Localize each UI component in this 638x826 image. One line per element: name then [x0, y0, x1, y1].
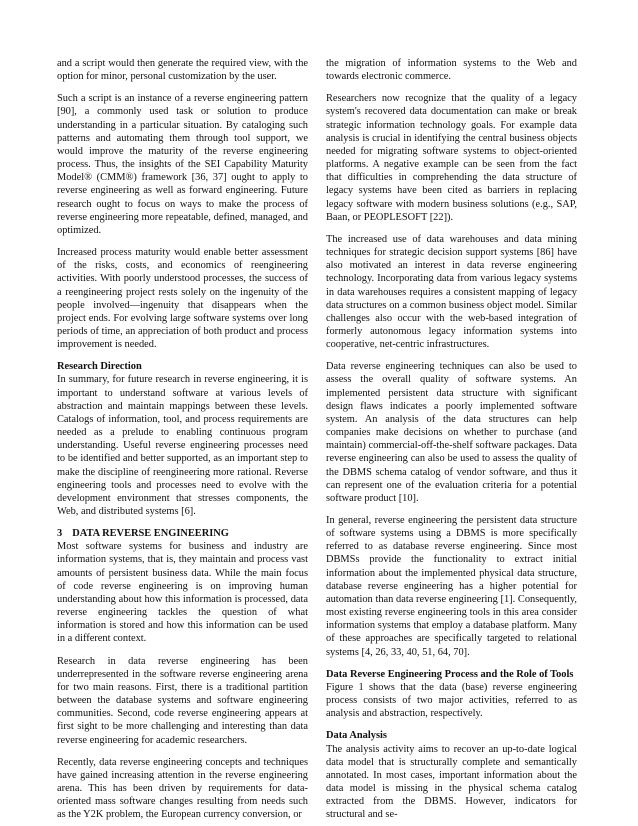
subheading-research-direction: Research Direction [57, 361, 142, 373]
subheading-data-analysis: Data Analysis [326, 730, 387, 742]
subheading-process-tools: Data Reverse Engineering Process and the Role of Tools [326, 668, 574, 680]
section-heading [57, 527, 308, 540]
paragraph: Data reverse engineering techniques can also be used to assess the overall quality of software systems. An implemented persistent data structure with significant design flaws indicates a poorly implemented software system. An analysis of the data structures can help companies make decisions on whether to purchase (and maintain) commercial-off-the-shelf software packages. Data reverse engineering can also be used to assess the quality of the DBMS schema catalog of vendor software, and thus it can represent one of the evaluation criteria for a potential software product [10]. [326, 361, 577, 504]
paragraph: Such a script is an instance of a reverse engineering pattern [90], a commonly used task or solution to produce understanding in a particular situation. By cataloging such patterns and automating them through tool support, we would improve the maturity of the reverse engineering process. Thus, the insights of the SEI Capability Maturity Model® (CMM®) framework [36, 37] ought to apply to reverse engineering as well as forward engineering. Future research ought to focus on ways to make the process of reverse engineering more repeatable, defined, managed, and optimized. [57, 93, 308, 236]
paragraph: Researchers now recognize that the quality of a legacy system's recovered data documentation can make or break strategic information technology goals. For example data analysis is crucial in identifying the central business objects needed for migrating software systems to object-oriented platforms. A negative example can be seen from the fact that difficulties in comprehending the data structure of legacy systems have been cited as barriers in replacing legacy software with modern business solutions (e.g., SAP, Baan, or PEOPLESOFT [22]). [326, 93, 577, 223]
section-title: DATA REVERSE ENGINEERING [72, 528, 229, 540]
paragraph: Research in data reverse engineering has been underrepresented in the software reverse engineering arena for two main reasons. First, there is a traditional partition between the database systems and software engineering communities. Second, code reverse engineering appears at first sight to be more challenging and interesting than data reverse engineering for academic researchers. [57, 655, 308, 746]
paragraph: The analysis activity aims to recover an up-to-date logical data model that is structurally complete and semantically annotated. In most cases, important information about the data model is missing in the physical schema catalog extracted from the DBMS. However, indicators for structural and se- [326, 743, 577, 821]
left-column [57, 57, 308, 826]
paragraph: In summary, for future research in reverse engineering, it is important to understand software at various levels of abstraction and maintain mappings between these levels. Catalogs of information, tool, and process requirements are needed as a prelude to enabling continuous program understanding. Useful reverse engineering processes need to be identified and better supported, as an important step to make the discipline of reengineering more rational. Reverse engineering tools and processes need to evolve with the development environment that stresses components, the Web, and distributed systems [6]. [57, 374, 308, 517]
paragraph: The increased use of data warehouses and data mining techniques for strategic decision support systems [86] have also motivated an interest in data reverse engineering technology. Incorporating data from various legacy systems in data warehouses requires a consistent mapping of legacy data structures on a common business object model. Similar challenges also occur with the web-based integration of formerly autonomous legacy information systems into cooperative, net-centric infrastructures. [326, 233, 577, 351]
paragraph: Figure 1 shows that the data (base) reverse engineering process consists of two major activities, referred to as analysis and abstraction, respectively. [326, 681, 577, 720]
paragraph: Most software systems for business and industry are information systems, that is, they maintain and process vast amounts of persistent business data. While the main focus of code reverse engineering is on improving human understanding about how this information is processed, data reverse engineering tackles the question of what information is stored and how this information can be used in a different context. [57, 541, 308, 645]
paragraph: Recently, data reverse engineering concepts and techniques have gained increasing attention in the reverse engineering arena. This has been driven by requirements for data-oriented mass software changes resulting from needs such as the Y2K problem, the European currency conversion, or [57, 756, 308, 821]
paragraph: the migration of information systems to the Web and towards electronic commerce. [326, 58, 577, 83]
section-number: 3 [57, 528, 63, 540]
paragraph: and a script would then generate the required view, with the option for minor, personal customization by the user. [57, 58, 308, 83]
paragraph: In general, reverse engineering the persistent data structure of software systems using a DBMS is more specifically referred to as database reverse engineering. Since most DBMSs provide the functionality to extract initial information about the implemented physical data structure, database reverse engineering has a higher potential for automation than data reverse engineering [1]. Consequently, most existing reverse engineering tools in this area consider information systems that employ a database platform. Many of these approaches are specifically targeted to relational systems [4, 26, 33, 40, 51, 64, 70]. [326, 515, 577, 658]
right-column [326, 57, 577, 826]
paragraph: Increased process maturity would enable better assessment of the risks, costs, and economics of reengineering activities. With poorly understood processes, the success of a reengineering project rests solely on the ingenuity of the people involved—ingenuity that disappears when the project ends. For evolving large software systems over long periods of time, an appreciation of both product and process improvement is needed. [57, 247, 308, 351]
